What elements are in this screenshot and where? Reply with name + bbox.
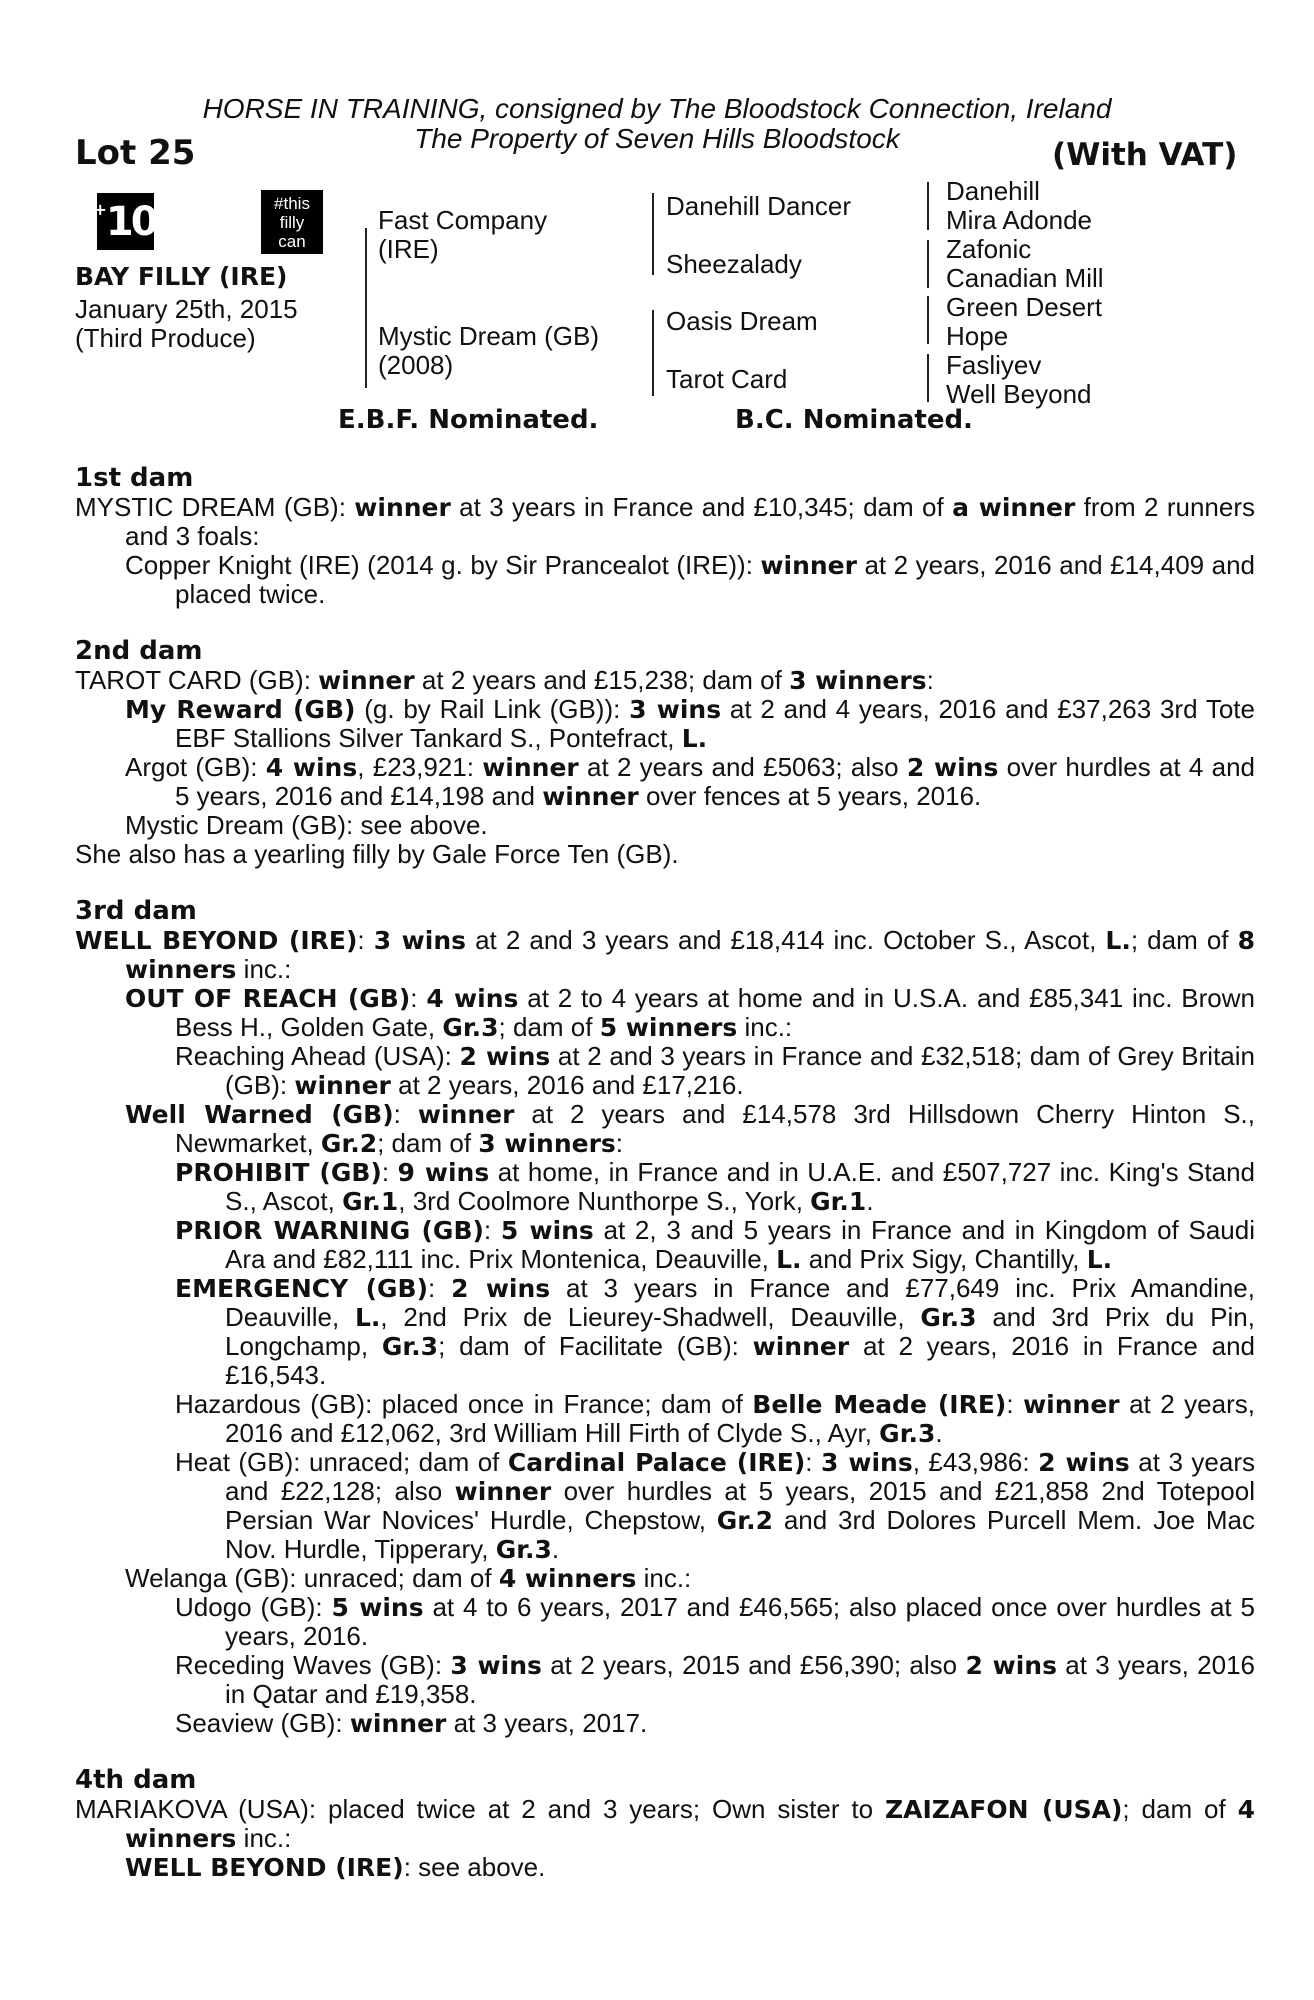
pedigree-divider [927,296,929,344]
consignor-line: HORSE IN TRAINING, consigned by The Bloodstock Connection, Ireland [202,93,1112,124]
pedigree-entry: Mystic Dream (GB): see above. [125,810,488,840]
foaling-date: January 25th, 2015 [75,294,298,324]
pedigree-gen2-item: Danehill Dancer [666,191,851,221]
pedigree-gen2-item: Oasis Dream [666,306,818,336]
pedigree-entry: TAROT CARD (GB): winner at 2 years and £15,238; dam of 3 winners: [75,665,934,695]
vat-label: (With VAT) [1052,137,1238,173]
bc-nomination: B.C. Nominated. [735,405,973,435]
pedigree-divider [927,182,929,230]
plus-10-badge-icon: + 10 [97,193,154,250]
pedigree-entry: Seaview (GB): winner at 3 years, 2017. [175,1708,648,1738]
pedigree-gen2-item: Sheezalady [666,249,802,279]
section-title: 1st dam [75,463,194,493]
property-line: The Property of Seven Hills Bloodstock [414,123,900,154]
produce-note: (Third Produce) [75,323,256,353]
this-filly-can-badge-icon: #this filly can [261,190,323,254]
pedigree-gen2-item: Tarot Card [666,364,788,394]
pedigree-entry: Reaching Ahead (USA): 2 wins at 2 and 3 years in France and £32,518; dam of Grey Britain (GB): winner at 2 years, 2016 and £17,216. [175,1041,1255,1100]
pedigree-entry: Receding Waves (GB): 3 wins at 2 years, 2015 and £56,390; also 2 wins at 3 years, 2016 in Qatar and £19,358. [175,1650,1255,1709]
pedigree-divider [927,354,929,402]
pedigree-divider [652,310,654,396]
pedigree-entry: Well Warned (GB): winner at 2 years and £14,578 3rd Hillsdown Cherry Hinton S., Newmarket, Gr.2; dam of 3 winners: [125,1099,1256,1158]
pedigree-entry: EMERGENCY (GB): 2 wins at 3 years in France and £77,649 inc. Prix Amandine, Deauville, L., 2nd Prix de Lieurey-Shadwell, Deauville, Gr.3 and 3rd Prix du Pin, Longchamp, Gr.3; dam of Facilitate (GB): winner at 2 years, 2016 in France and £16,543. [175,1273,1256,1390]
pedigree-gen3-list: Danehill Mira Adonde Zafonic Canadian Mill Green Desert Hope Fasliyev Well Beyond [946,176,1104,409]
ebf-nomination: E.B.F. Nominated. [338,405,599,435]
produce-record [75,464,1255,1882]
pedigree-divider [365,228,367,388]
lot-number: Lot 25 [75,133,196,173]
pedigree-entry: She also has a yearling filly by Gale Force Ten (GB). [75,839,679,869]
section-title: 3rd dam [75,896,197,926]
pedigree-entry: Argot (GB): 4 wins, £23,921: winner at 2 years and £5063; also 2 wins over hurdles at 4 and 5 years, 2016 and £14,198 and winner over fences at 5 years, 2016. [125,752,1255,811]
pedigree-entry: WELL BEYOND (IRE): see above. [125,1852,546,1882]
section-title: 2nd dam [75,636,203,666]
section-title: 4th dam [75,1765,197,1795]
pedigree-entry: PROHIBIT (GB): 9 wins at home, in France and in U.A.E. and £507,727 inc. King's Stand S., Ascot, Gr.1, 3rd Coolmore Nunthorpe S., York, Gr.1. [175,1157,1256,1216]
pedigree-entry: My Reward (GB) (g. by Rail Link (GB)): 3 wins at 2 and 4 years, 2016 and £37,263 3rd Tote EBF Stallions Silver Tankard S., Pontefract, L. [125,694,1255,753]
pedigree-entry: WELL BEYOND (IRE): 3 wins at 2 and 3 years and £18,414 inc. October S., Ascot, L.; dam of 8 winners inc.: [75,925,1255,984]
pedigree-entry: Copper Knight (IRE) (2014 g. by Sir Prancealot (IRE)): winner at 2 years, 2016 and £14,409 and placed twice. [125,550,1255,609]
pedigree-sire: Fast Company (IRE) [378,205,548,264]
pedigree-entry: Welanga (GB): unraced; dam of 4 winners inc.: [125,1563,692,1593]
pedigree-divider [927,240,929,288]
horse-description: BAY FILLY (IRE) [75,262,288,291]
pedigree-entry: MYSTIC DREAM (GB): winner at 3 years in France and £10,345; dam of a winner from 2 runners and 3 foals: [75,492,1255,551]
pedigree-entry: Udogo (GB): 5 wins at 4 to 6 years, 2017 and £46,565; also placed once over hurdles at 5 years, 2016. [175,1592,1255,1651]
pedigree-entry: Hazardous (GB): placed once in France; dam of Belle Meade (IRE): winner at 2 years, 2016 and £12,062, 3rd William Hill Firth of Clyde S., Ayr, Gr.3. [175,1389,1255,1448]
pedigree-entry: MARIAKOVA (USA): placed twice at 2 and 3 years; Own sister to ZAIZAFON (USA); dam of 4 winners inc.: [75,1794,1256,1853]
pedigree-entry: OUT OF REACH (GB): 4 wins at 2 to 4 years at home and in U.S.A. and £85,341 inc. Brown Bess H., Golden Gate, Gr.3; dam of 5 winners inc.: [125,983,1255,1042]
pedigree-entry: Heat (GB): unraced; dam of Cardinal Palace (IRE): 3 wins, £43,986: 2 wins at 3 years and £22,128; also winner over hurdles at 5 years, 2015 and £21,858 2nd Totepool Persian War Novices' Hurdle, Chepstow, Gr.2 and 3rd Dolores Purcell Mem. Joe Mac Nov. Hurdle, Tipperary, Gr.3. [175,1447,1256,1564]
pedigree-dam: Mystic Dream (GB) (2008) [378,321,599,380]
pedigree-divider [652,193,654,275]
pedigree-entry: PRIOR WARNING (GB): 5 wins at 2, 3 and 5 years in France and in Kingdom of Saudi Ara and £82,111 inc. Prix Montenica, Deauville, L. and Prix Sigy, Chantilly, L. [175,1215,1255,1274]
